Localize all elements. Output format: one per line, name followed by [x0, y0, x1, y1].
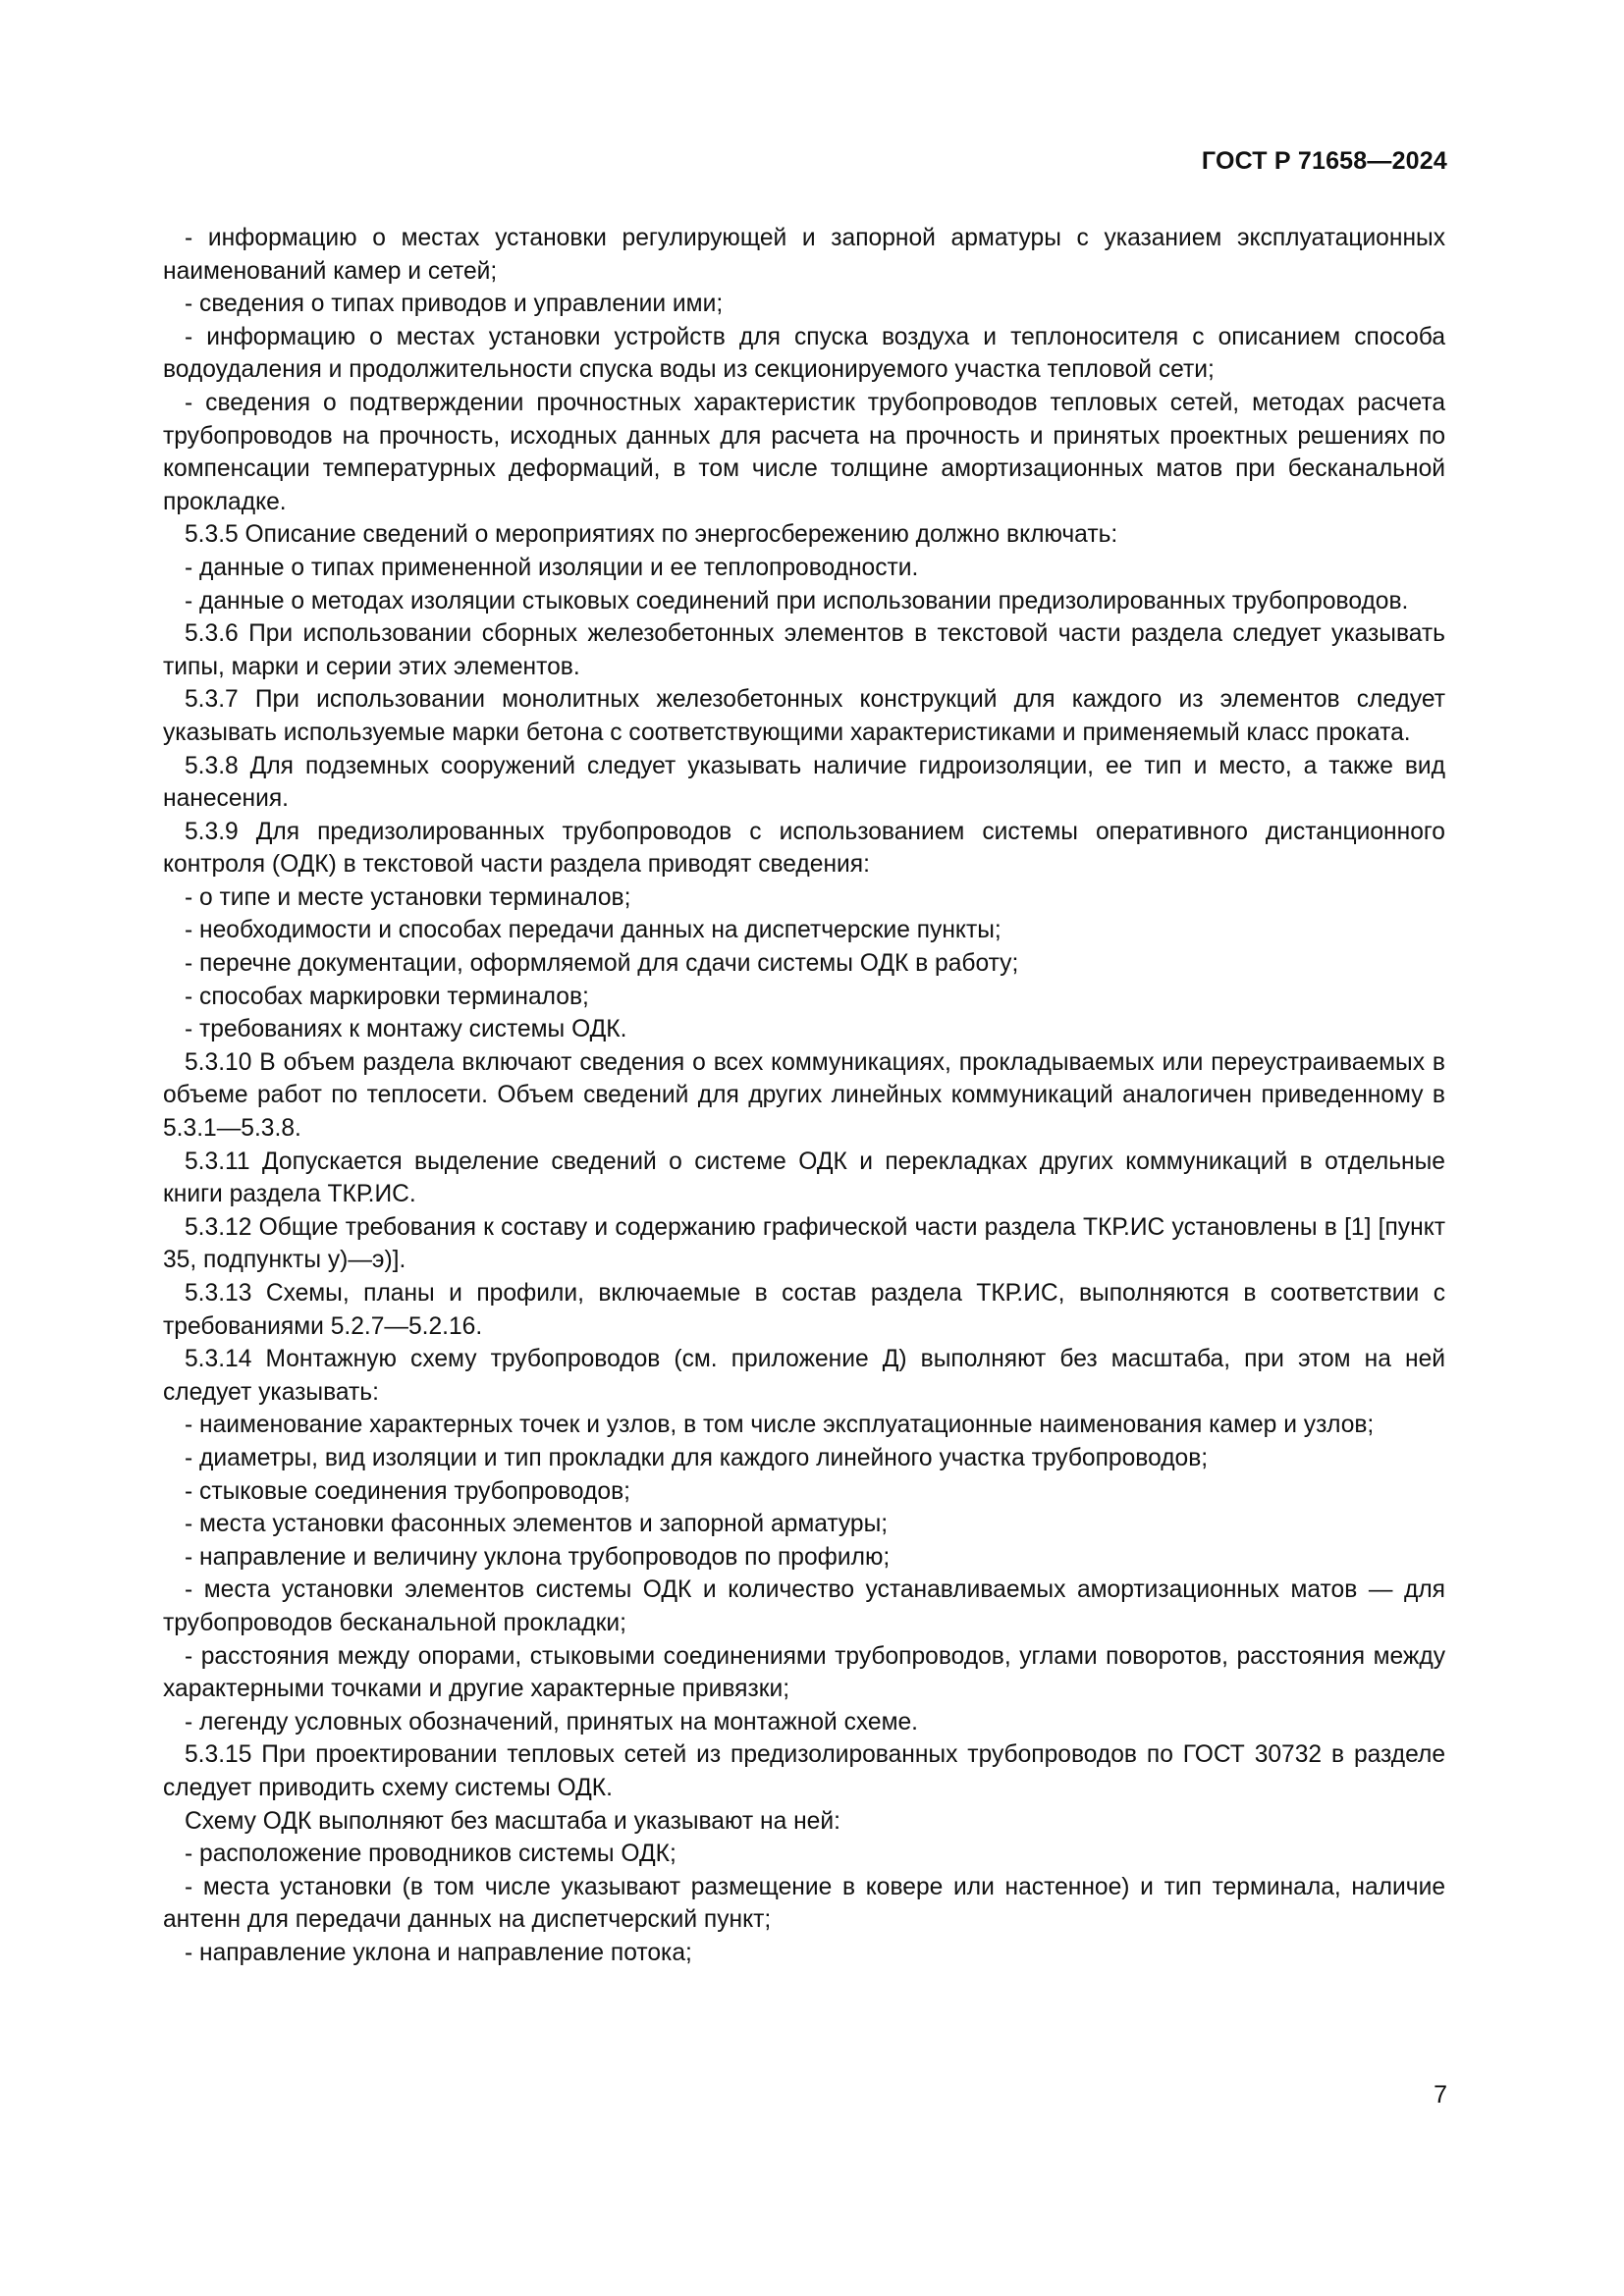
paragraph: - места установки элементов системы ОДК и количество устанавливаемых амортизационных матов — для трубопроводов бесканальной прокладки;: [163, 1576, 1445, 1636]
paragraph: - расположение проводников системы ОДК;: [185, 1841, 677, 1868]
paragraph: - стыковые соединения трубопроводов;: [185, 1477, 630, 1505]
document-header: ГОСТ Р 71658—2024: [1201, 147, 1447, 175]
paragraph: - диаметры, вид изоляции и тип прокладки для каждого линейного участка трубопроводов;: [185, 1444, 1209, 1471]
paragraph: 5.3.11 Допускается выделение сведений о системе ОДК и перекладках других коммуникаций в отдельные книги раздела ТКР.ИС.: [163, 1148, 1445, 1208]
paragraph: - необходимости и способах передачи данных на диспетчерские пункты;: [185, 917, 1001, 944]
paragraph: - информацию о местах установки устройств для спуска воздуха и теплоносителя с описанием способа водоудаления и продолжительности спуска воды из секционируемого участка тепловой сети;: [163, 323, 1445, 384]
paragraph: - данные о типах примененной изоляции и ее теплопроводности.: [185, 554, 919, 581]
paragraph: - направление и величину уклона трубопроводов по профилю;: [185, 1543, 891, 1571]
paragraph: 5.3.8 Для подземных сооружений следует указывать наличие гидроизоляции, ее тип и место, а также вид нанесения.: [163, 752, 1445, 813]
paragraph: 5.3.15 При проектировании тепловых сетей из предизолированных трубопроводов по ГОСТ 30732 в разделе следует приводить схему системы ОДК.: [163, 1741, 1445, 1801]
paragraph: 5.3.5 Описание сведений о мероприятиях по энергосбережению должно включать:: [185, 521, 1118, 549]
paragraph: - направление уклона и направление потока;: [185, 1939, 692, 1966]
paragraph: - сведения о типах приводов и управлении ими;: [185, 291, 724, 318]
paragraph: 5.3.9 Для предизолированных трубопроводов с использованием системы оперативного дистанционного контроля (ОДК) в текстовой части раздела приводят сведения:: [163, 818, 1445, 879]
paragraph: - информацию о местах установки регулирующей и запорной арматуры с указанием эксплуатационных наименований камер и сетей;: [163, 225, 1445, 285]
paragraph: - данные о методах изоляции стыковых соединений при использовании предизолированных трубопроводов.: [185, 587, 1409, 614]
paragraph: - сведения о подтверждении прочностных характеристик трубопроводов тепловых сетей, методах расчета трубопроводов на прочность, исходных данных для расчета на прочность и принятых проектных решениях по компенсации температурных деформаций, в том числе толщине амортизационных матов при бесканальной прокладке.: [163, 389, 1445, 515]
paragraph: 5.3.7 При использовании монолитных железобетонных конструкций для каждого из элементов следует указывать используемые марки бетона с соответствующими характеристиками и применяемый класс проката.: [163, 686, 1445, 746]
paragraph: 5.3.6 При использовании сборных железобетонных элементов в текстовой части раздела следует указывать типы, марки и серии этих элементов.: [163, 620, 1445, 680]
paragraph: - способах маркировки терминалов;: [185, 983, 589, 1010]
paragraph: - легенду условных обозначений, принятых на монтажной схеме.: [185, 1708, 918, 1735]
paragraph: - расстояния между опорами, стыковыми соединениями трубопроводов, углами поворотов, расстояния между характерными точками и другие характерные привязки;: [163, 1642, 1445, 1703]
paragraph: - о типе и месте установки терминалов;: [185, 883, 631, 911]
paragraph: 5.3.14 Монтажную схему трубопроводов (см. приложение Д) выполняют без масштаба, при этом на ней следует указывать:: [163, 1346, 1445, 1406]
paragraph: 5.3.12 Общие требования к составу и содержанию графической части раздела ТКР.ИС установлены в [1] [пункт 35, подпункты у)—э)].: [163, 1213, 1445, 1274]
paragraph: 5.3.13 Схемы, планы и профили, включаемые в состав раздела ТКР.ИС, выполняются в соответствии с требованиями 5.2.7—5.2.16.: [163, 1280, 1445, 1340]
page-number: 7: [1434, 2081, 1447, 2109]
paragraph: - перечне документации, оформляемой для сдачи системы ОДК в работу;: [185, 950, 1019, 978]
paragraph: - места установки фасонных элементов и запорной арматуры;: [185, 1511, 889, 1538]
paragraph: - наименование характерных точек и узлов, в том числе эксплуатационные наименования камер и узлов;: [185, 1412, 1375, 1439]
paragraph: Схему ОДК выполняют без масштаба и указывают на ней:: [185, 1807, 840, 1835]
paragraph: - места установки (в том числе указывают размещение в ковере или настенное) и тип терминала, наличие антенн для передачи данных на диспетчерский пункт;: [163, 1873, 1445, 1934]
paragraph: 5.3.10 В объем раздела включают сведения о всех коммуникациях, прокладываемых или переустраиваемых в объеме работ по теплосети. Объем сведений для других линейных коммуникаций аналогичен приведенному в 5.3.1—5.3.8.: [163, 1048, 1445, 1143]
paragraph: - требованиях к монтажу системы ОДК.: [185, 1016, 627, 1043]
body-text: [163, 222, 1445, 1969]
